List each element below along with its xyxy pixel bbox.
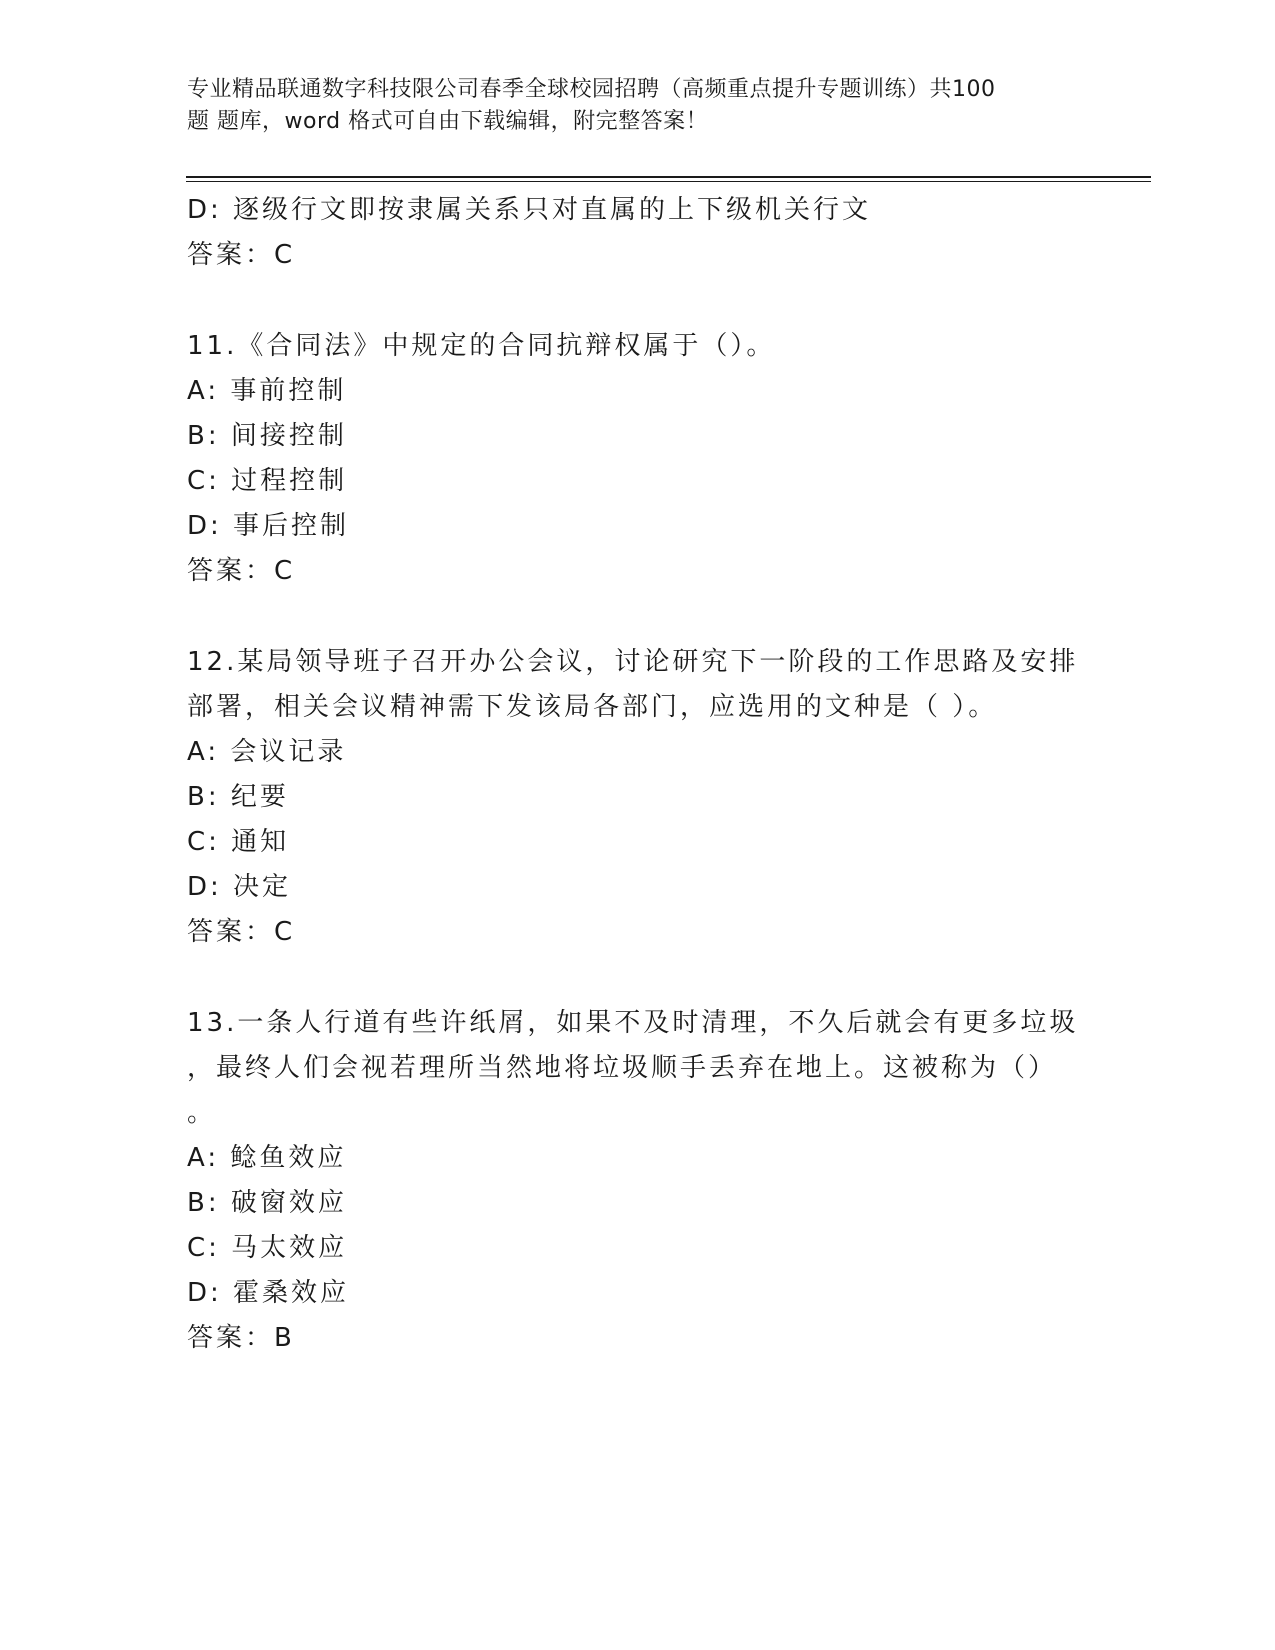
option-c: C: 通知 (187, 827, 290, 857)
option-d: D: 决定 (187, 872, 292, 902)
option-d: D: 事后控制 (187, 511, 350, 541)
question-11 (187, 324, 1087, 594)
option-d: D: 霍桑效应 (187, 1278, 350, 1308)
option-a: A: 鲶鱼效应 (187, 1143, 347, 1173)
option-a: A: 会议记录 (187, 737, 347, 767)
document-body (187, 188, 1087, 1361)
spacer (187, 594, 1087, 640)
spacer (187, 955, 1087, 1001)
answer: 答案：C (187, 556, 296, 586)
question-stem-line-3: 。 (187, 1098, 217, 1128)
question-stem-line-1: 13.一条人行道有些许纸屑，如果不及时清理，不久后就会有更多垃圾 (187, 1008, 1079, 1038)
header-title-line-1: 专业精品联通数字科技限公司春季全球校园招聘（高频重点提升专题训练）共100 (187, 77, 996, 102)
question-stem: 11.《合同法》中规定的合同抗辩权属于（）。 (187, 331, 776, 361)
option-a: A: 事前控制 (187, 376, 347, 406)
answer: 答案：B (187, 1323, 295, 1353)
option-c: C: 过程控制 (187, 466, 348, 496)
question-stem-line-2: 部署，相关会议精神需下发该局各部门，应选用的文种是（ ）。 (187, 692, 998, 722)
header-divider (186, 176, 1151, 178)
answer: 答案：C (187, 240, 296, 270)
previous-question-tail (187, 188, 1087, 278)
option-b: B: 纪要 (187, 782, 289, 812)
question-stem-line-2: ，最终人们会视若理所当然地将垃圾顺手丢弃在地上。这被称为（） (187, 1053, 1058, 1083)
page-header (187, 74, 1087, 138)
spacer (187, 278, 1087, 324)
question-stem-line-1: 12.某局领导班子召开办公会议，讨论研究下一阶段的工作思路及安排 (187, 647, 1079, 677)
option-c: C: 马太效应 (187, 1233, 348, 1263)
option-b: B: 间接控制 (187, 421, 347, 451)
option-d: D: 逐级行文即按隶属关系只对直属的上下级机关行文 (187, 195, 872, 225)
option-b: B: 破窗效应 (187, 1188, 347, 1218)
header-title-line-2: 题 题库，word 格式可自由下载编辑，附完整答案！ (187, 109, 709, 134)
question-13 (187, 1001, 1087, 1361)
answer: 答案：C (187, 917, 296, 947)
question-12 (187, 640, 1087, 955)
